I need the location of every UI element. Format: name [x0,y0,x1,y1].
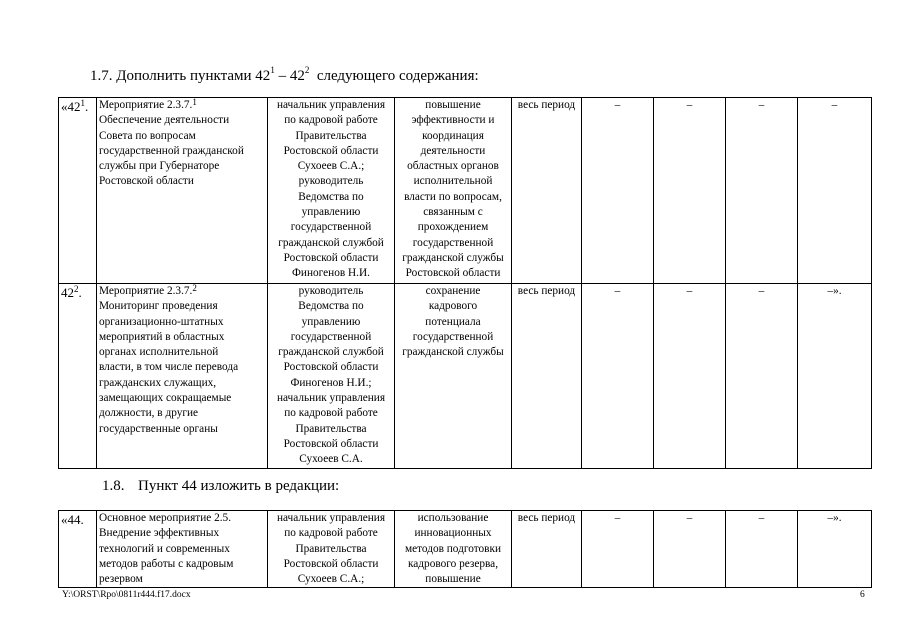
table-row-44 [59,511,872,588]
item-number: $42^2$. [59,284,97,469]
value-cell: – [798,98,872,284]
measures-table-1 [58,97,872,469]
responsible-cell: руководитель Ведомства по управлению государственной гражданской службой Ростовской области Финогенов Н.И.; начальник управления по кадровой работе Правительства Ростовской области Сухоеев С.А. [268,284,395,469]
event-cell: Основное мероприятие 2.5. Внедрение эффективных технологий и современных методов работы с кадровым резервом [97,511,268,588]
result-cell: повышение эффективности и координация деятельности областных органов исполнительной власти по вопросам, связанным с прохождением государственной гражданской службы Ростовской области [395,98,512,284]
responsible-cell: начальник управления по кадровой работе Правительства Ростовской области Сухоеев С.А.; [268,511,395,588]
page-number: 6 [860,590,865,600]
section-1-7-heading: 1.7. Дополнить пунктами $42^1 - 42^2$ следующего содержания: [90,65,479,84]
value-cell: – [654,284,726,469]
value-cell: – [654,98,726,284]
period-cell: весь период [512,511,582,588]
result-cell: использование инновационных методов подготовки кадрового резерва, повышение [395,511,512,588]
value-cell: – [726,511,798,588]
item-number: «$42^1$. [59,98,97,284]
event-cell: Мероприятие 2.3.7.$^1$ Обеспечение деятельности Совета по вопросам государственной гражданской службы при Губернаторе Ростовской области [97,98,268,284]
value-cell: – [582,98,654,284]
measures-table-2 [58,510,872,588]
section-1-8-heading: 1.8. Пункт 44 изложить в редакции: [102,478,340,494]
table-row-42-1 [59,98,872,284]
result-cell: сохранение кадрового потенциала государственной гражданской службы [395,284,512,469]
footer-file-path: Y:\ORST\Rpo\0811r444.f17.docx [62,590,191,600]
value-cell: –». [798,284,872,469]
value-cell: – [654,511,726,588]
value-cell: –». [798,511,872,588]
responsible-cell: начальник управления по кадровой работе Правительства Ростовской области Сухоеев С.А.; руководитель Ведомства по управлению государственной гражданской службой Ростовской области Финогенов Н.И. [268,98,395,284]
event-cell: Мероприятие 2.3.7.$^2$ Мониторинг проведения организационно-штатных мероприятий в областных органах исполнительной власти, в том числе перевода гражданских служащих, замещающих сокращаемые должности, в другие государственные органы [97,284,268,469]
table-row-42-2 [59,284,872,469]
period-cell: весь период [512,98,582,284]
value-cell: – [582,511,654,588]
period-cell: весь период [512,284,582,469]
value-cell: – [582,284,654,469]
item-number: «44. [59,511,97,588]
value-cell: – [726,284,798,469]
value-cell: – [726,98,798,284]
